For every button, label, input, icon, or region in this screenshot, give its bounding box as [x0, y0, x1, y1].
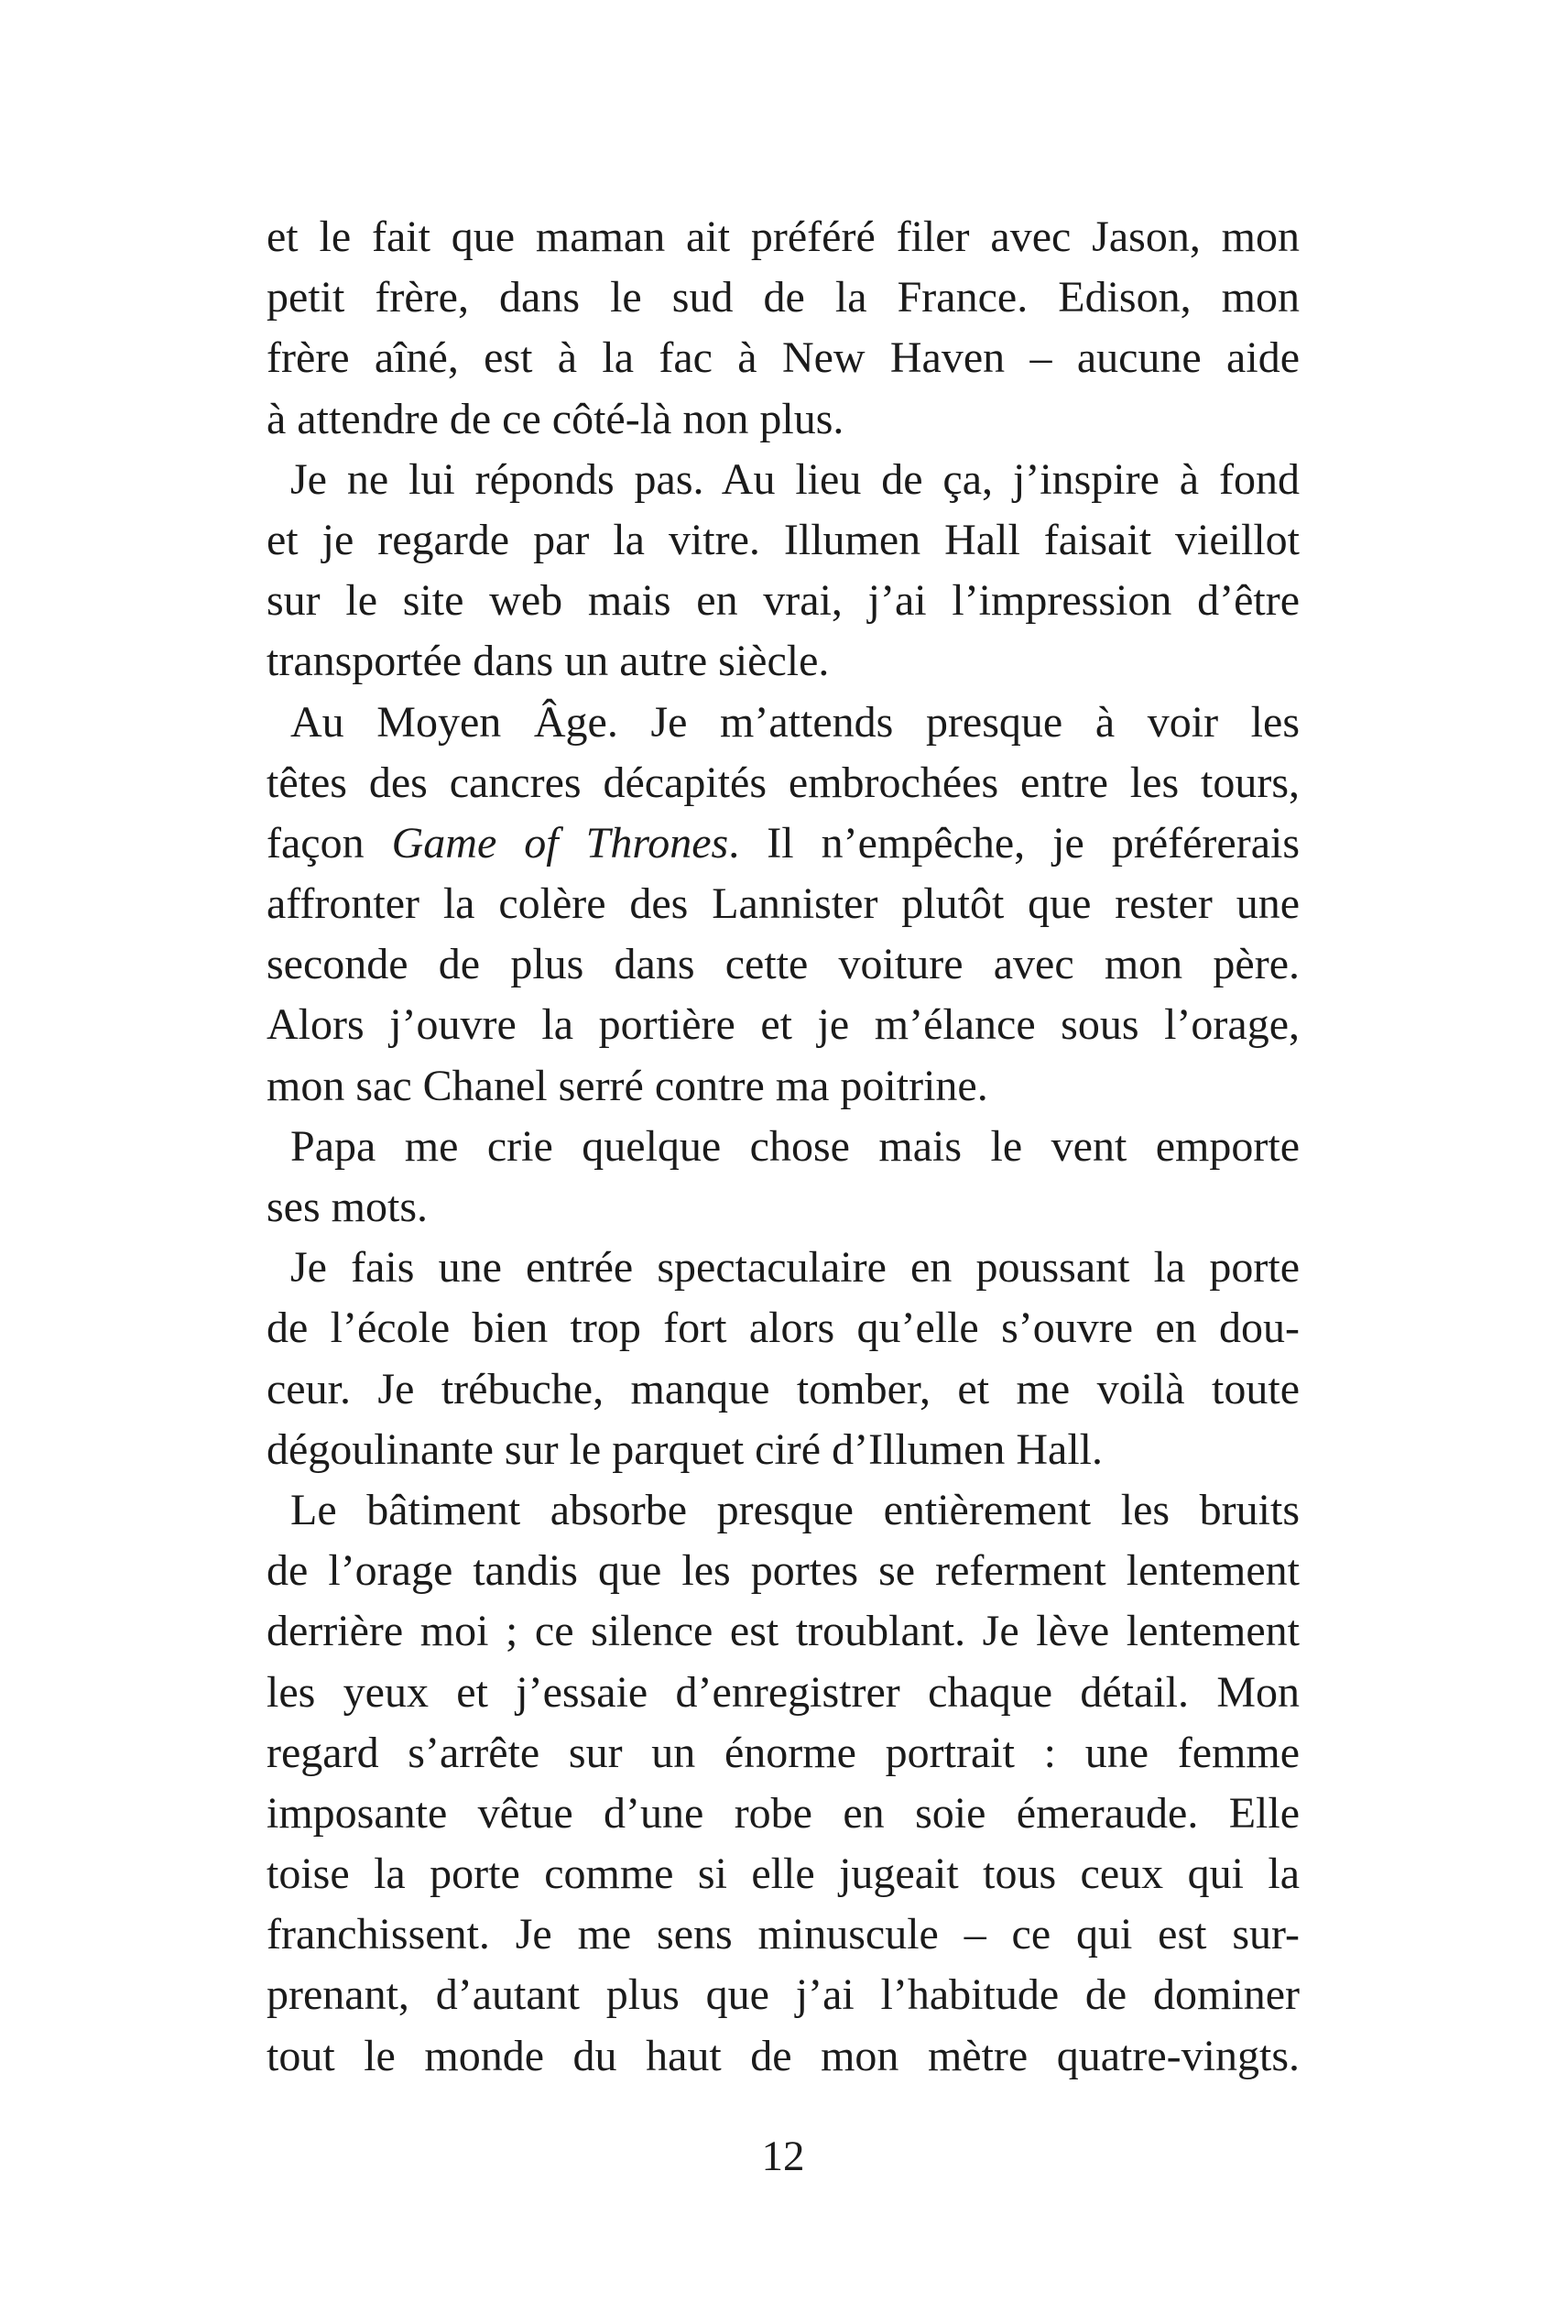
- text-line: [267, 1904, 1300, 1965]
- text-segment: affronter la colère des Lannister plutôt que rester une: [267, 879, 1300, 929]
- text-line: [267, 389, 1300, 450]
- text-segment: regard s’arrête sur un énorme portrait : une femme: [267, 1728, 1300, 1777]
- text-line: [267, 813, 1300, 874]
- text-line: [267, 934, 1300, 995]
- text-segment: Papa me crie quelque chose mais le vent emporte: [290, 1121, 1300, 1171]
- text-line: [267, 1663, 1300, 1723]
- text-segment: franchissent. Je me sens minuscule – ce qui est sur-: [267, 1910, 1300, 1959]
- text-segment: transportée dans un autre siècle.: [267, 637, 830, 686]
- text-segment: ceur. Je trébuche, manque tomber, et me voilà toute: [267, 1364, 1300, 1413]
- text-line: [267, 510, 1300, 571]
- text-line: [267, 1965, 1300, 2025]
- text-line: [267, 267, 1300, 328]
- text-line: [267, 631, 1300, 692]
- text-segment: à attendre de ce côté-là non plus.: [267, 394, 844, 443]
- text-segment: prenant, d’autant plus que j’ai l’habitude de dominer: [267, 1970, 1300, 2020]
- text-line: [267, 1844, 1300, 1904]
- text-line: [267, 1541, 1300, 1601]
- text-segment: tout le monde du haut de mon mètre quatre-vingts.: [267, 2031, 1300, 2080]
- text-line: [267, 693, 1300, 753]
- text-line: [267, 1238, 1300, 1298]
- text-segment: de l’orage tandis que les portes se referment lentement: [267, 1546, 1300, 1596]
- text-line: [267, 753, 1300, 813]
- text-line: [267, 1298, 1300, 1358]
- text-line: [267, 450, 1300, 510]
- text-line: [267, 995, 1300, 1055]
- text-segment: ses mots.: [267, 1183, 429, 1231]
- book-title-italic: Game of Thrones: [391, 818, 729, 867]
- text-segment: Je fais une entrée spectaculaire en poussant la porte: [290, 1243, 1300, 1293]
- text-segment: petit frère, dans le sud de la France. Edison, mon: [267, 273, 1300, 322]
- text-line: [267, 1117, 1300, 1177]
- text-segment: seconde de plus dans cette voiture avec mon père.: [267, 940, 1300, 989]
- text-line: [267, 1177, 1300, 1238]
- text-segment: de l’école bien trop fort alors qu’elle s’ouvre en dou-: [267, 1304, 1300, 1353]
- text-line: [267, 1480, 1300, 1541]
- text-line: [267, 2026, 1300, 2087]
- text-line: [267, 207, 1300, 267]
- text-line: [267, 1723, 1300, 1784]
- text-line: [267, 1056, 1300, 1117]
- text-segment: sur le site web mais en vrai, j’ai l’impression d’être: [267, 576, 1300, 626]
- text-segment: Je ne lui réponds pas. Au lieu de ça, j’inspire à fond: [290, 454, 1300, 504]
- text-segment: . Il n’empêche, je préférerais: [728, 818, 1301, 867]
- text-line: [267, 328, 1300, 388]
- text-segment: les yeux et j’essaie d’enregistrer chaque détail. Mon: [267, 1667, 1300, 1717]
- text-line: [267, 1601, 1300, 1662]
- text-segment: frère aîné, est à la fac à New Haven – aucune aide: [267, 333, 1300, 383]
- text-segment: têtes des cancres décapités embrochées entre les tours,: [267, 758, 1300, 807]
- text-segment: derrière moi ; ce silence est troublant. Je lève lentement: [267, 1607, 1300, 1656]
- text-segment: façon: [267, 818, 392, 867]
- text-line: [267, 1359, 1300, 1420]
- text-segment: imposante vêtue d’une robe en soie émeraude. Elle: [267, 1788, 1300, 1838]
- text-segment: mon sac Chanel serré contre ma poitrine.: [267, 1061, 988, 1110]
- text-line: [267, 1784, 1300, 1844]
- page-number: 12: [761, 2133, 805, 2180]
- text-block: [267, 207, 1300, 2087]
- text-line: [267, 1420, 1300, 1480]
- text-segment: Au Moyen Âge. Je m’attends presque à voir les: [290, 697, 1300, 747]
- text-line: [267, 874, 1300, 934]
- text-segment: dégoulinante sur le parquet ciré d’Illumen Hall.: [267, 1424, 1104, 1474]
- text-segment: et je regarde par la vitre. Illumen Hall faisait vieillot: [267, 515, 1300, 564]
- text-line: [267, 571, 1300, 631]
- text-segment: Alors j’ouvre la portière et je m’élance sous l’orage,: [267, 1000, 1300, 1050]
- text-segment: Le bâtiment absorbe presque entièrement les bruits: [290, 1485, 1300, 1534]
- text-segment: toise la porte comme si elle jugeait tous ceux qui la: [267, 1849, 1300, 1899]
- text-segment: et le fait que maman ait préféré filer avec Jason, mon: [267, 213, 1300, 261]
